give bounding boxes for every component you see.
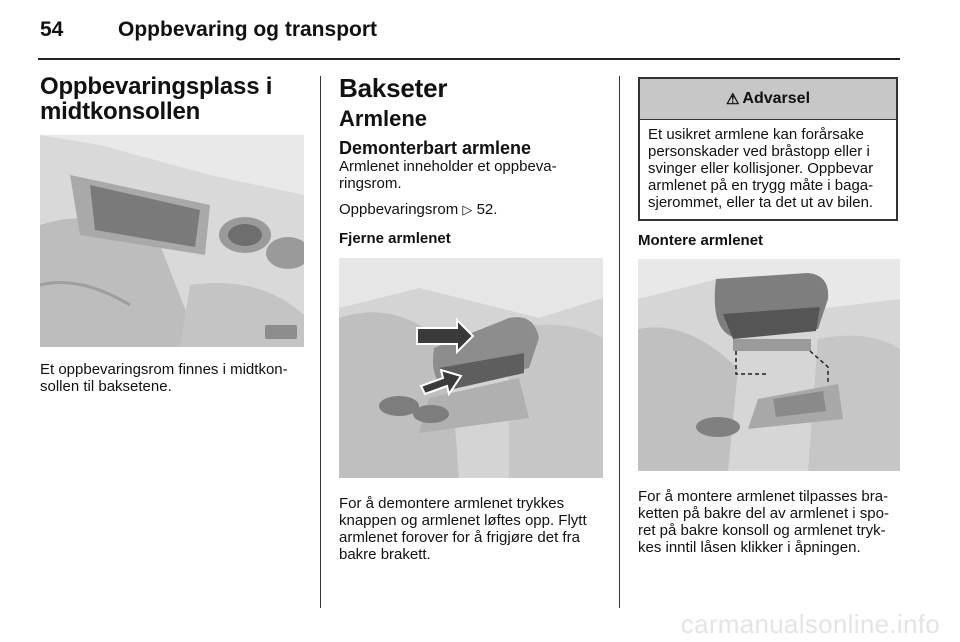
column-divider-right bbox=[619, 76, 620, 608]
install-armrest-photo bbox=[638, 259, 900, 471]
remove-armrest-heading: Fjerne armlenet bbox=[339, 230, 451, 247]
warning-header bbox=[640, 79, 896, 120]
reference-text: Oppbevaringsrom bbox=[339, 201, 459, 218]
warning-line5: sjerommet, eller ta det ut av bilen. bbox=[648, 194, 874, 211]
rear-seats-heading: Bakseter bbox=[339, 73, 448, 103]
warning-title: Advarsel bbox=[742, 90, 811, 107]
install-armrest-heading: Montere armlenet bbox=[638, 232, 764, 249]
warning-box bbox=[638, 77, 898, 221]
install-line2: ketten på bakre del av armlenet i spo- bbox=[638, 505, 889, 522]
warning-line2: personskader ved bråstopp eller i bbox=[648, 143, 870, 160]
section-heading bbox=[40, 74, 304, 124]
remove-line4: bakre brakett. bbox=[339, 546, 431, 563]
removable-armrest-heading: Demonterbart armlene bbox=[339, 138, 532, 158]
left-column bbox=[40, 74, 304, 395]
middle-column bbox=[339, 74, 603, 563]
section-heading-line1: Oppbevaringsplass i bbox=[40, 73, 273, 100]
warning-line4: armlenet på en trygg måte i baga- bbox=[648, 177, 874, 194]
install-line3: ret på bakre konsoll og armlenet tryk- bbox=[638, 522, 886, 539]
intro-line1: Armlenet inneholder et oppbeva- bbox=[339, 158, 557, 175]
console-storage-caption bbox=[40, 361, 304, 395]
running-title: Oppbevaring og transport bbox=[118, 18, 378, 41]
remove-line3: armlenet forover for å frigjøre det fra bbox=[339, 529, 580, 546]
remove-line1: For å demontere armlenet trykkes bbox=[339, 495, 565, 512]
storage-reference bbox=[339, 201, 603, 218]
install-line1: For å montere armlenet tilpasses bra- bbox=[638, 488, 889, 505]
intro-line2: ringsrom. bbox=[339, 175, 402, 192]
column-divider-left bbox=[320, 76, 321, 608]
warning-line1: Et usikret armlene kan forårsake bbox=[648, 126, 864, 143]
install-armrest-instructions bbox=[638, 488, 900, 556]
reference-page: 52. bbox=[476, 201, 498, 218]
header-rule bbox=[38, 58, 900, 60]
right-column bbox=[638, 232, 900, 556]
caption-line1: Et oppbevaringsrom finnes i midtkon- bbox=[40, 361, 288, 378]
remove-armrest-photo bbox=[339, 258, 603, 478]
remove-armrest-instructions bbox=[339, 495, 603, 563]
page-number: 54 bbox=[40, 18, 64, 41]
install-line4: kes inntil låsen klikker i åpningen. bbox=[638, 539, 861, 556]
armrest-intro bbox=[339, 158, 603, 192]
warning-triangle-icon: ⚠ bbox=[725, 91, 740, 108]
armrest-subheading: Armlene bbox=[339, 106, 428, 131]
warning-line3: svinger eller kollisjoner. Oppbevar bbox=[648, 160, 874, 177]
caption-line2: sollen til baksetene. bbox=[40, 378, 172, 395]
console-storage-photo bbox=[40, 135, 304, 347]
page-reference-icon: ▷ bbox=[462, 202, 473, 217]
watermark: carmanualsonline.info bbox=[680, 609, 940, 639]
warning-text bbox=[640, 120, 896, 211]
section-heading-line2: midtkonsollen bbox=[40, 98, 201, 125]
remove-line2: knappen og armlenet løftes opp. Flytt bbox=[339, 512, 587, 529]
